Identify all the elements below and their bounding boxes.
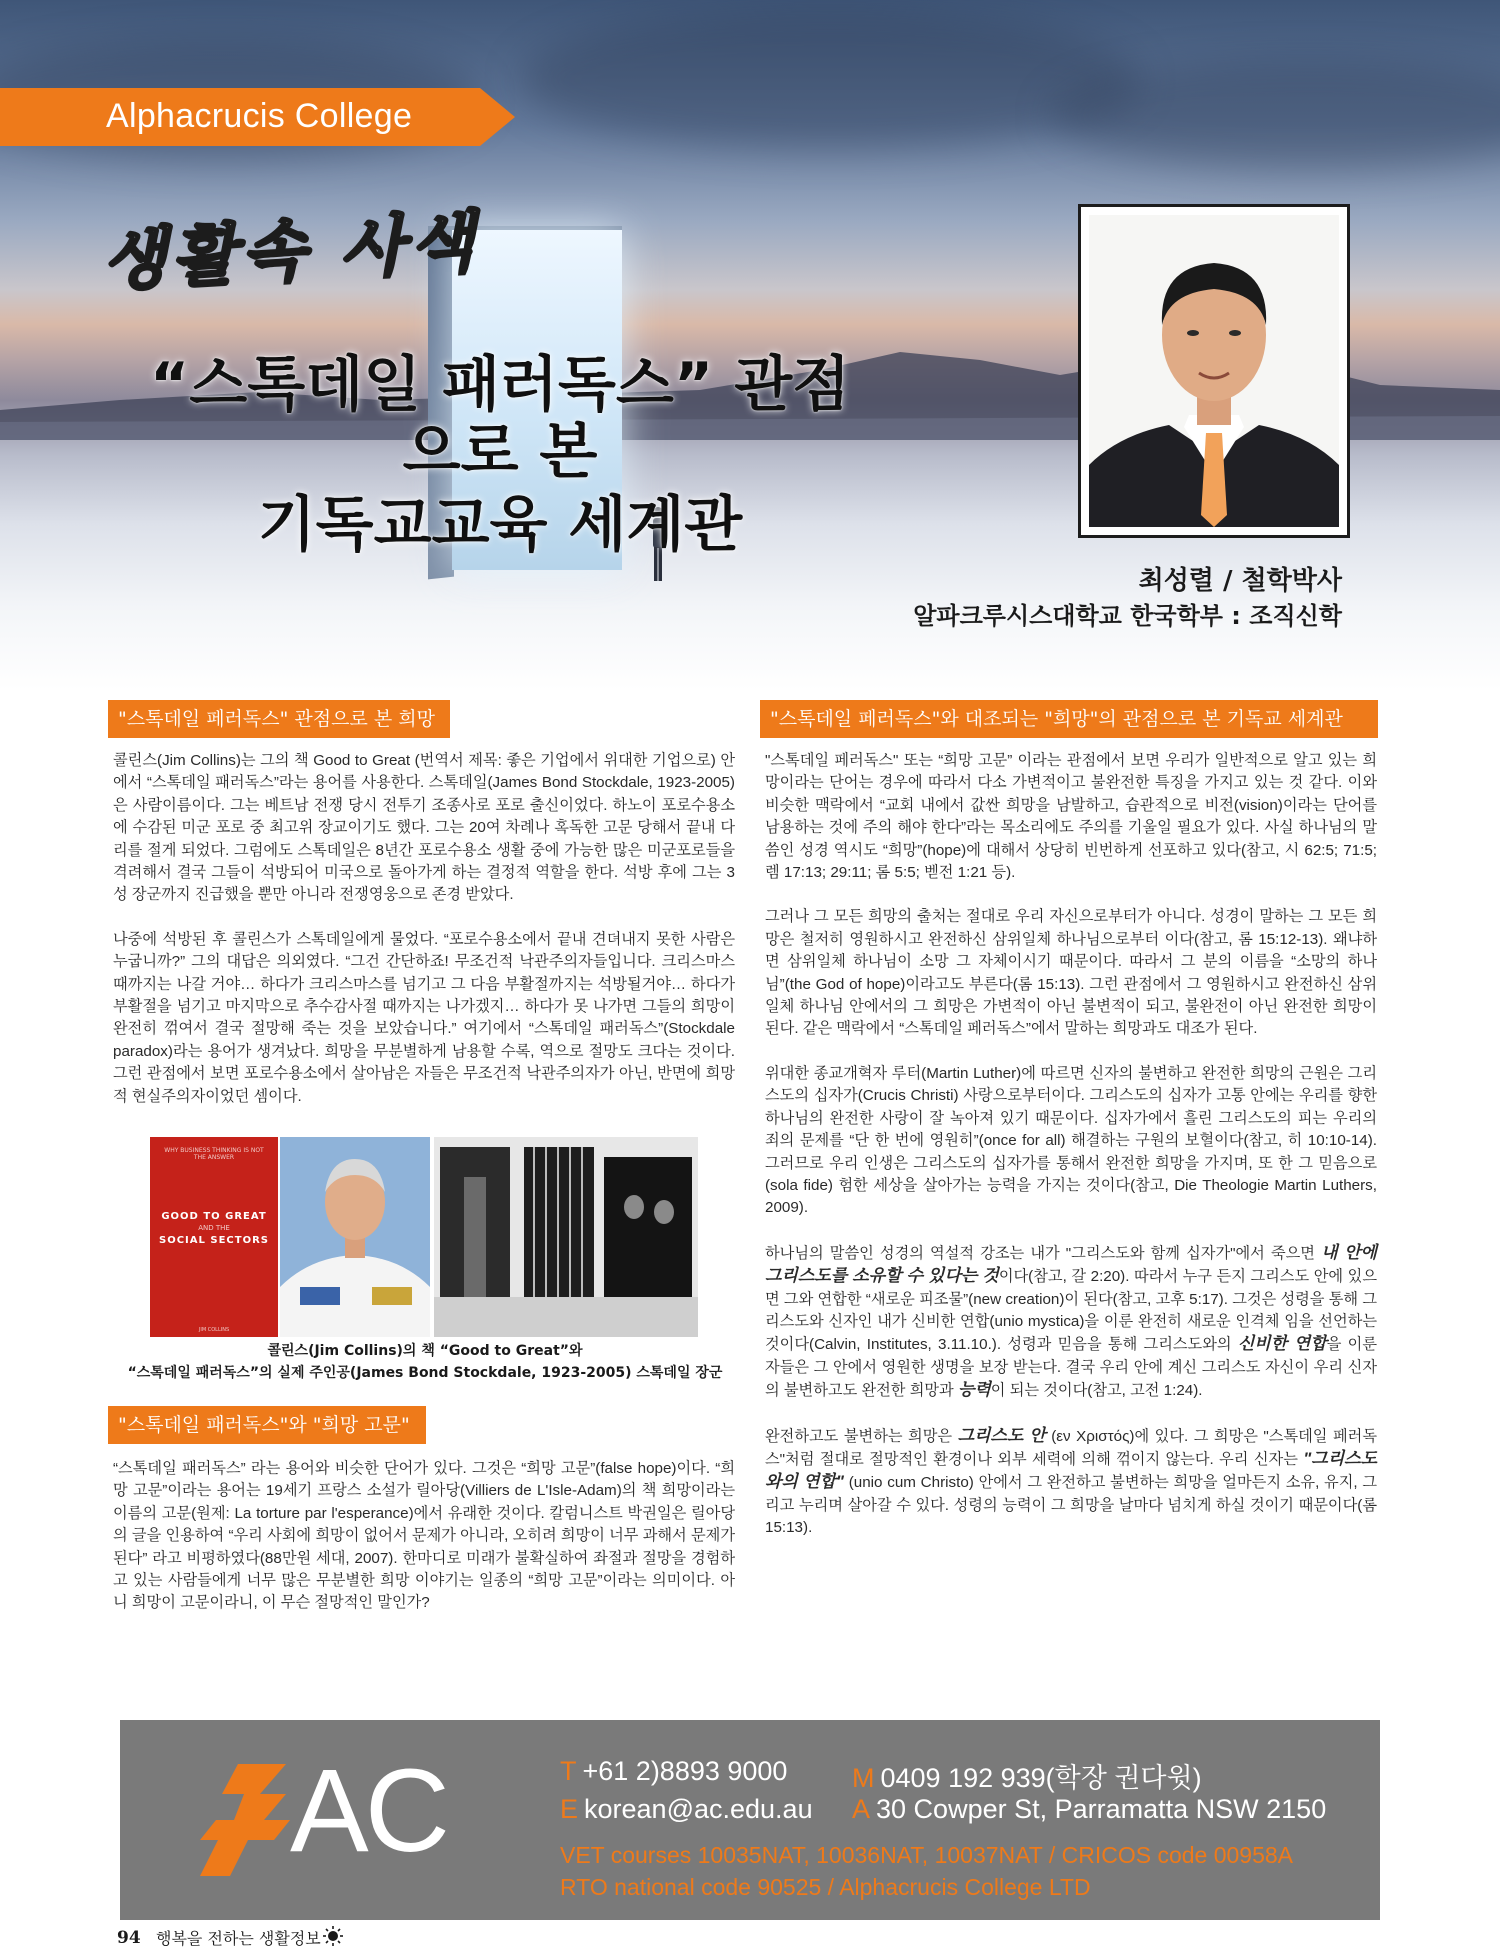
mobile-label: M bbox=[852, 1763, 875, 1793]
text-run: 하나님의 말씀인 성경의 역설적 강조는 내가 "그리스도와 함께 십자가"에서 죽으면 bbox=[765, 1244, 1322, 1262]
paragraph: "스톡데일 페러독스" 또는 “희망 고문” 이라는 관점에서 보면 우리가 일반적으로 알고 있는 희망이라는 단어는 경우에 따라서 다소 가변적이고 불완전한 특징을 가지고 있는 것 같다. 이와 비슷한 맥락에서 “교회 내에서 값싼 희망을 남발하고, 습관적으로 비전(vision)이라는 단어를 남용하는 것에 주의 해야 한다”라는 목소리에도 주의를 기울일 필요가 있다. 사실 하나님의 말씀인 성경 역시도 “희망”(hope)에 대해서 상당히 빈번하게 선포하고 있다(참고, 시 62:5; 71:5; 렘 17:13; 29:11; 롬 5:5; 벧전 1:21 등). bbox=[765, 752, 1377, 882]
prison-photo-icon bbox=[434, 1137, 698, 1337]
mobile-value: 0409 192 939(학장 권다윗) bbox=[880, 1763, 1202, 1793]
text-run: 이 되는 것이다(참고, 고전 1:24). bbox=[990, 1382, 1203, 1400]
author-name: 최성렬 / 철학박사 bbox=[1138, 566, 1342, 596]
column-section-title: 생활속 사색 bbox=[100, 203, 482, 300]
figure-caption-line2: “스톡데일 패러독스”의 실제 주인공(James Bond Stockdale, 1923-2005) 스톡데일 장군 bbox=[127, 1365, 723, 1381]
emphasis-text: 그리스도 안 bbox=[957, 1425, 1046, 1445]
author-photo-frame bbox=[1078, 204, 1350, 538]
figure-caption bbox=[120, 1340, 730, 1384]
prison-photo bbox=[434, 1137, 698, 1337]
page-number: 94 bbox=[117, 1928, 141, 1948]
ac-logo-text: AC bbox=[290, 1745, 446, 1877]
magazine-name: 행복을 전하는 생활정보 bbox=[156, 1929, 321, 1948]
admiral-portrait-icon bbox=[280, 1137, 430, 1337]
emphasis-text: 내 안에 그리스도를 소유할 수 있다는 것 bbox=[765, 1242, 1377, 1286]
right-column bbox=[765, 750, 1377, 1562]
author-portrait-icon bbox=[1089, 215, 1339, 527]
text-run: 완전하고도 불변하는 희망은 bbox=[765, 1427, 958, 1445]
author-photo bbox=[1089, 215, 1339, 527]
article-title bbox=[140, 352, 860, 560]
contact-mobile bbox=[852, 1756, 1202, 1795]
emphasis-text: 능력 bbox=[957, 1380, 991, 1400]
college-ribbon-text: Alphacrucis College bbox=[106, 97, 413, 135]
author-affiliation: 알파크루시스대학교 한국학부 : 조직신학 bbox=[913, 602, 1342, 630]
article-title-line1: “스톡데일 패러독스” 관점으로 본 bbox=[149, 350, 851, 488]
paragraph bbox=[765, 1425, 1377, 1540]
phone-value: +61 2)8893 9000 bbox=[582, 1756, 788, 1786]
left-section-heading-1: "스톡데일 페러독스" 관점으로 본 희망 bbox=[108, 700, 450, 738]
paragraph: 나중에 석방된 후 콜린스가 스톡데일에게 물었다. “포로수용소에서 끝내 견뎌내지 못한 사람은 누굽니까?” 그의 대답은 의외였다. “그건 간단하죠! 무조건적 낙관주의자들입니다. 크리스마스 때까지는 나갈 거야… 하다가 크리스마스를 넘기고 그 다음 부활절까지는 석방될거야… 하다가 부활절을 넘기고 마지막으로 추수감사절 때까지는 나가겠지… 하다가 못 나가면 그들의 희망이 완전히 꺾여서 결국 절망해 죽는 것을 보았습니다.” 여기에서 “스톡데일 패러독스”(Stockdale paradox)라는 용어가 생겨났다. 희망을 무분별하게 남용할 수록, 역으로 절망도 크다는 것이다. 그런 관점에서 보면 포로수용소에서 살아남은 자들은 무조건적 낙관주의자가 아닌, 반면에 희망적 현실주의자이었던 셈이다. bbox=[113, 930, 735, 1105]
text-run: 을 이룬 자들은 그 안에서 영원한 생명을 보장 받는다. 결국 우리 안에 계신 그리스도 자신이 우리 신자의 불변하고도 완전한 희망과 bbox=[765, 1336, 1378, 1400]
vet-courses: VET courses 10035NAT, 10036NAT, 10037NAT / CRICOS code 00958A bbox=[560, 1842, 1294, 1868]
sun-icon bbox=[323, 1926, 343, 1946]
book-author: JIM COLLINS bbox=[198, 1327, 230, 1333]
address-label: A bbox=[852, 1794, 871, 1824]
article-figure bbox=[150, 1137, 698, 1337]
book-subtitle: WHY BUSINESS THINKING IS NOT THE ANSWER bbox=[164, 1147, 264, 1161]
right-section-heading: "스톡데일 페러독스"와 대조되는 "희망"의 관점으로 본 기독교 세계관 bbox=[760, 700, 1378, 738]
book-cover-image bbox=[150, 1137, 278, 1337]
contact-phone bbox=[560, 1756, 787, 1787]
emphasis-text: "그리스도와의 연합" bbox=[765, 1448, 1377, 1492]
book-title-2: SOCIAL SECTORS bbox=[159, 1235, 269, 1246]
paragraph bbox=[765, 1242, 1377, 1403]
paragraph: “스톡데일 패러독스” 라는 용어와 비슷한 단어가 있다. 그것은 “희망 고문”(false hope)이다. “희망 고문”이라는 용어는 19세기 프랑스 소설가 릴아당(Villiers de L'Isle-Adam)의 책 희망이라는 이름의 고문(원제: La torture par l'esperance)에서 유래한 것이다. 칼럼니스트 박권일은 릴아당의 글을 인용하여 “우리 사회에 희망이 없어서 문제가 아니라, 오히려 희망이 너무 과해서 문제가 된다” 라고 비평하였다(88만원 세대, 2007). 한마디로 미래가 불확실하여 좌절과 절망을 경험하고 있는 사람들에게 너무 많은 무분별한 희망 이야기는 일종의 “희망 고문”이라는 의미이다. 아니 희망이 고문이라니, 이 무슨 절망적인 말인가? bbox=[113, 1460, 735, 1612]
email-value: korean@ac.edu.au bbox=[584, 1794, 813, 1824]
paragraph: 그러나 그 모든 희망의 출처는 절대로 우리 자신으로부터가 아니다. 성경이 말하는 그 모든 희망은 철저히 영원하시고 완전하신 삼위일체 하나님으로부터 이다(참고, 롬 15:12-13). 왜냐하면 삼위일체 하나님이 소망 그 자체이시기 때문이다. 따라서 그 분의 이름을 “소망의 하나님”(the God of hope)이라고도 부른다(롬 15:13). 그런 관점에서 그 영원하시고 완전하신 삼위일체 하나님 안에서의 그 희망은 가변적이 아닌 불변적이 되고, 불완전이 아닌 완전한 희망이 된다. 같은 맥락에서 “스톡데일 페러독스”에서 말하는 희망과도 대조가 된다. bbox=[765, 908, 1377, 1038]
book-title-and: AND THE bbox=[198, 1224, 230, 1232]
figure-caption-line1: 콜린스(Jim Collins)의 책 “Good to Great”와 bbox=[267, 1343, 583, 1359]
left-section-heading-2: "스톡데일 패러독스"와 "희망 고문" bbox=[108, 1406, 426, 1444]
book-title-1: GOOD TO GREAT bbox=[161, 1211, 267, 1222]
phone-label: T bbox=[560, 1756, 577, 1786]
contact-address bbox=[852, 1794, 1326, 1825]
admiral-portrait bbox=[280, 1137, 430, 1337]
left-column-part1 bbox=[113, 750, 735, 1130]
rto-code: RTO national code 90525 / Alphacrucis College LTD bbox=[560, 1874, 1091, 1900]
emphasis-text: 신비한 연합 bbox=[1237, 1334, 1327, 1354]
text-run: 이다(참고, 갈 2:20). 따라서 누구 든지 그리스도 안에 있으면 그와 연합한 “새로운 피조물”(new creation)이 된다(참고, 고후 5:17). 그것은 성령을 통해 그리스도와 신자인 내가 신비한 연합(unio mystica)을 이룬 완전히 새로운 인격체 임을 선언하는 것이다(Calvin, Institutes, 3.11.10.). 성령과 믿음을 통해 그리스도와의 bbox=[765, 1268, 1377, 1354]
paragraph: 위대한 종교개혁자 루터(Martin Luther)에 따르면 신자의 불변하고 완전한 희망의 근원은 그리스도의 십자가(Crucis Christi) 사랑으로부터이다. 그리스도의 십자가 고통 안에는 우리를 향한 하나님의 완전한 사랑이 잘 녹아져 있기 때문이다. 십자가에서 흘린 그리스도의 피는 우리의 죄의 문제를 “단 한 번에 영원히”(once for all) 해결하는 구원의 보혈이다(참고, 히 10:10-14). 그러므로 우리 인생은 그리스도의 십자가를 통해서 완전한 희망을 가지며, 또 한 그 믿음으로(sola fide) 험한 세상을 살아가는 능력을 가지는 것이다(참고, Die Theologie Martin Luthers, 2009). bbox=[765, 1064, 1377, 1217]
article-title-line2: 기독교교육 세계관 bbox=[257, 490, 743, 561]
text-run: (unio cum Christo) 안에서 그 완전하고 불변하는 희망을 얼마든지 소유, 유지, 그리고 누리며 살아갈 수 있다. 성령의 능력이 그 희망을 날마다 넘치게 하실 것이기 때문이다(롬 15:13). bbox=[765, 1474, 1377, 1537]
email-label: E bbox=[560, 1794, 579, 1824]
contact-email bbox=[560, 1794, 813, 1825]
paragraph: 콜린스(Jim Collins)는 그의 책 Good to Great (번역서 제목: 좋은 기업에서 위대한 기업으로) 안에서 “스톡데일 패러독스”라는 용어를 사용한다. 스톡데일(James Bond Stockdale, 1923-2005)은 사람이름이다. 그는 베트남 전쟁 당시 전투기 조종사로 포로 출신이었다. 하노이 포로수용소에 수감된 미군 포로 중 최고위 장교이기도 했다. 그는 20여 차례나 혹독한 고문 당해서 끝내 다리를 절게 되었다. 그럼에도 스톡데일은 8년간 포로수용소 생활 중에 가능한 많은 미군포로들을 격려해서 결국 그들이 석방되어 미국으로 돌아가게 하는 결정적 역할을 한다. 석방 후에 그는 3성 장군까지 진급했을 뿐만 아니라 전쟁영웅으로 존경 받았다. bbox=[113, 752, 735, 904]
left-column-part2 bbox=[113, 1458, 735, 1637]
address-value: 30 Cowper St, Parramatta NSW 2150 bbox=[876, 1794, 1327, 1824]
text-run: (εν Χριστός)에 있다. 그 희망은 "스톡데일 페러독스"처럼 절대로 절망적인 환경이나 외부 세력에 의해 꺾이지 않는다. 우리 신자는 bbox=[765, 1427, 1377, 1468]
